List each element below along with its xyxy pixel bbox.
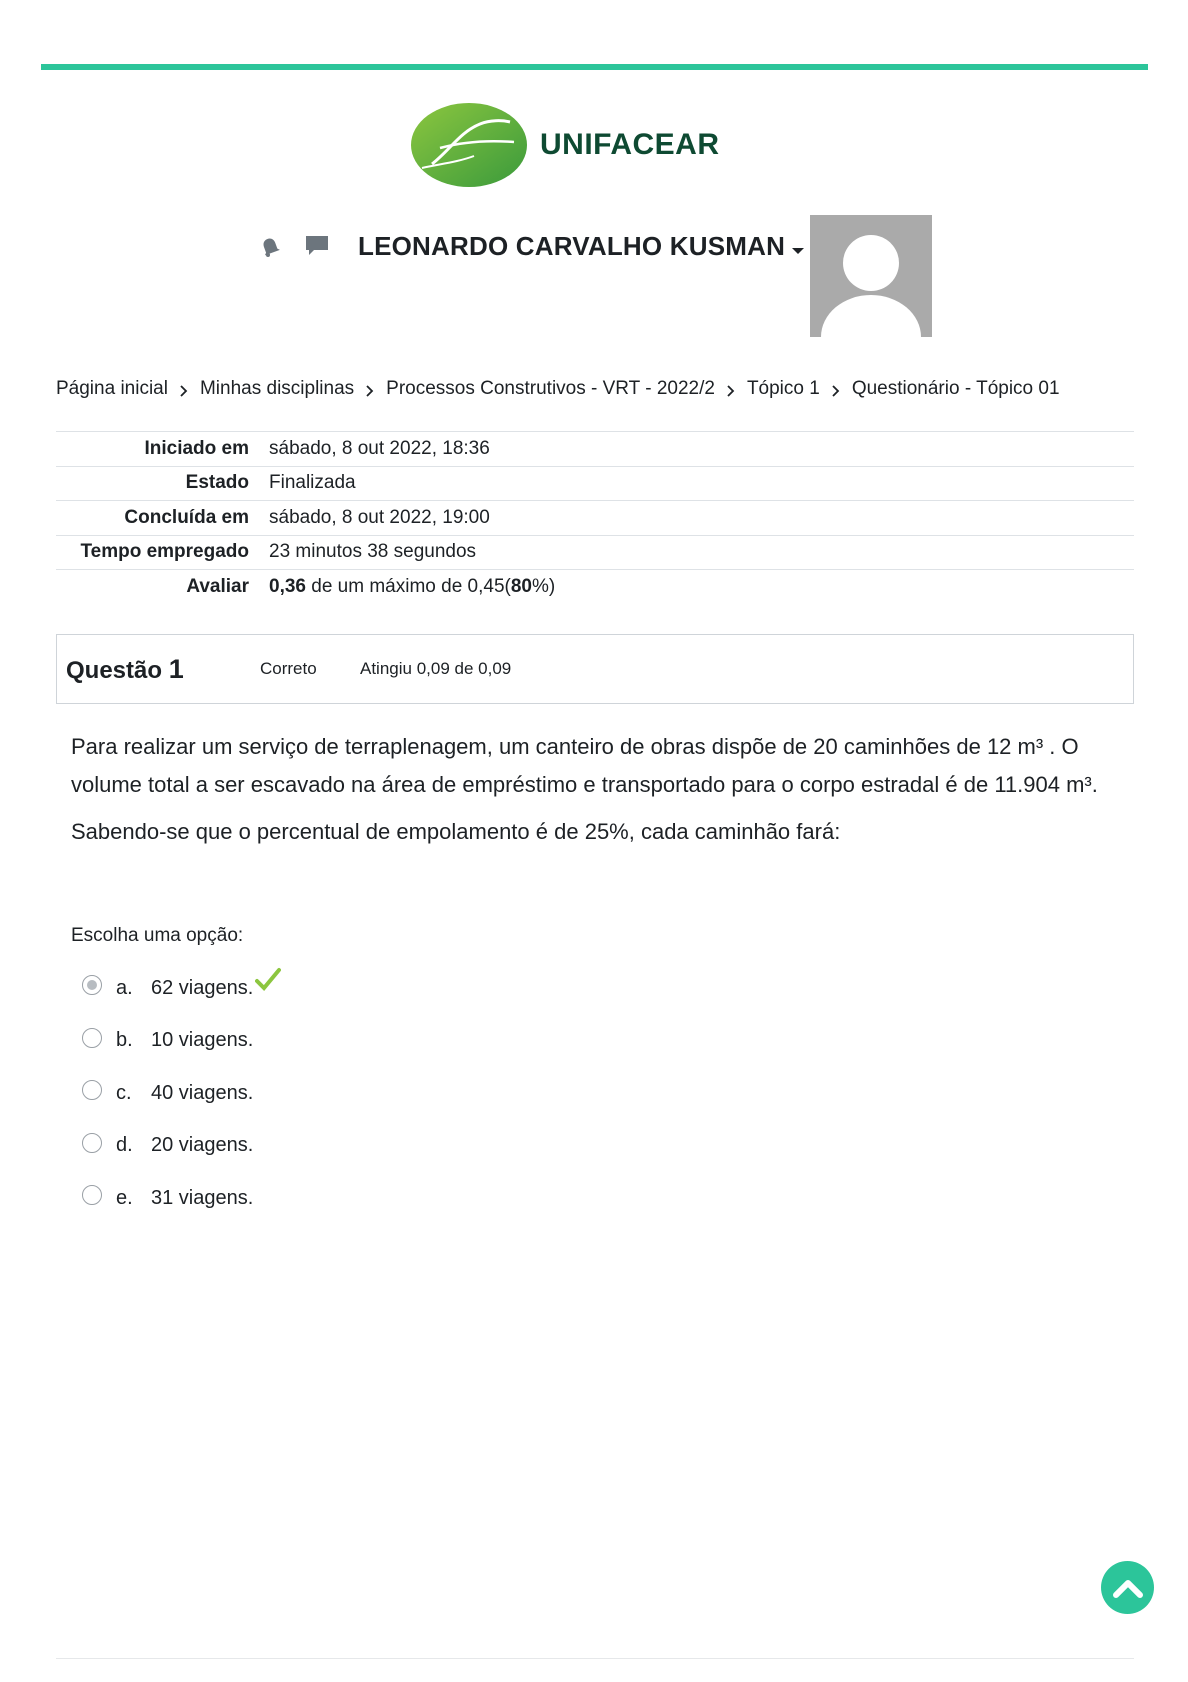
- table-row: [56, 466, 1134, 501]
- breadcrumb-my-courses[interactable]: Minhas disciplinas: [199, 378, 355, 399]
- question-state: Correto: [260, 659, 317, 678]
- chevron-right-icon: [365, 382, 375, 396]
- started-label: Iniciado em: [144, 437, 249, 459]
- footer-divider: [56, 1658, 1134, 1659]
- user-menu-bar: [258, 226, 805, 266]
- user-name[interactable]: LEONARDO CARVALHO KUSMAN: [358, 230, 786, 261]
- radio-button[interactable]: [82, 1133, 102, 1153]
- question-paragraph: Para realizar um serviço de terraplenagem, um canteiro de obras dispõe de 20 caminhões de 12 m³ . O volume total a ser escavado na área de empréstimo e transportado para o corpo estradal é de 11.904 m³.: [71, 734, 1098, 797]
- bell-icon[interactable]: [258, 234, 282, 258]
- answer-letter: a.: [116, 976, 133, 999]
- chat-icon[interactable]: [304, 234, 330, 258]
- grade-score: 0,36: [269, 576, 306, 597]
- question-paragraph: Sabendo-se que o percentual de empolamento é de 25%, cada caminhão fará:: [71, 819, 841, 844]
- table-row: [56, 570, 1134, 605]
- breadcrumb: [56, 378, 1060, 400]
- time-label: Tempo empregado: [80, 541, 249, 563]
- question-grade: Atingiu 0,09 de 0,09: [360, 659, 512, 678]
- breadcrumb-topic[interactable]: Tópico 1: [746, 378, 820, 399]
- back-to-top-button[interactable]: [1101, 1561, 1154, 1614]
- avatar[interactable]: [810, 215, 932, 337]
- table-row: [56, 535, 1134, 570]
- table-row: [56, 501, 1134, 536]
- state-value: Finalizada: [269, 472, 356, 494]
- answer-text: 10 viagens.: [151, 1029, 254, 1052]
- grade-label: Avaliar: [186, 576, 249, 597]
- answer-text: 20 viagens.: [151, 1134, 254, 1157]
- started-value: sábado, 8 out 2022, 18:36: [269, 437, 490, 459]
- unifacear-logo[interactable]: [410, 100, 730, 190]
- question-info-box: [56, 634, 1134, 704]
- radio-button[interactable]: [82, 1185, 102, 1205]
- completed-value: sábado, 8 out 2022, 19:00: [269, 506, 490, 528]
- answer-option-c[interactable]: [82, 1067, 281, 1120]
- chevron-right-icon: [831, 382, 841, 396]
- answer-option-b[interactable]: [82, 1015, 281, 1068]
- answer-options: [82, 962, 281, 1225]
- question-number-value: 1: [168, 653, 184, 684]
- answer-letter: d.: [116, 1134, 133, 1157]
- breadcrumb-quiz[interactable]: Questionário - Tópico 01: [851, 378, 1060, 399]
- answer-text: 31 viagens.: [151, 1186, 254, 1209]
- completed-label: Concluída em: [124, 506, 249, 528]
- chevron-up-icon: [1113, 1577, 1143, 1599]
- attempt-summary-table: [56, 431, 1134, 604]
- answer-option-a[interactable]: [82, 962, 281, 1015]
- answer-letter: c.: [116, 1081, 132, 1104]
- chevron-right-icon: [179, 382, 189, 396]
- grade-middle: de um máximo de 0,45(: [305, 576, 511, 597]
- question-text: [71, 728, 1131, 861]
- radio-button[interactable]: [82, 1028, 102, 1048]
- state-label: Estado: [185, 472, 249, 494]
- answer-option-e[interactable]: [82, 1172, 281, 1225]
- answer-letter: b.: [116, 1029, 133, 1052]
- top-accent-bar: [41, 64, 1148, 70]
- answer-option-d[interactable]: [82, 1120, 281, 1173]
- time-value: 23 minutos 38 segundos: [269, 541, 477, 563]
- grade-percent: 80: [510, 576, 532, 597]
- logo-text: UNIFACEAR: [540, 128, 720, 161]
- grade-value: [269, 570, 1134, 605]
- answer-letter: e.: [116, 1186, 133, 1209]
- question-number: [66, 654, 260, 685]
- chevron-right-icon: [726, 382, 736, 396]
- question-label: Questão: [66, 656, 163, 684]
- table-row: [56, 432, 1134, 467]
- radio-button[interactable]: [82, 975, 102, 995]
- radio-button[interactable]: [82, 1080, 102, 1100]
- grade-end: %): [532, 576, 556, 597]
- checkmark-icon: [255, 967, 281, 993]
- answer-prompt: Escolha uma opção:: [71, 925, 244, 946]
- breadcrumb-home[interactable]: Página inicial: [56, 378, 168, 399]
- answer-text: 62 viagens.: [151, 976, 254, 999]
- logo-emblem-icon: [410, 102, 528, 188]
- breadcrumb-course[interactable]: Processos Construtivos - VRT - 2022/2: [386, 378, 715, 399]
- caret-down-icon[interactable]: [791, 243, 805, 253]
- answer-text: 40 viagens.: [151, 1081, 254, 1104]
